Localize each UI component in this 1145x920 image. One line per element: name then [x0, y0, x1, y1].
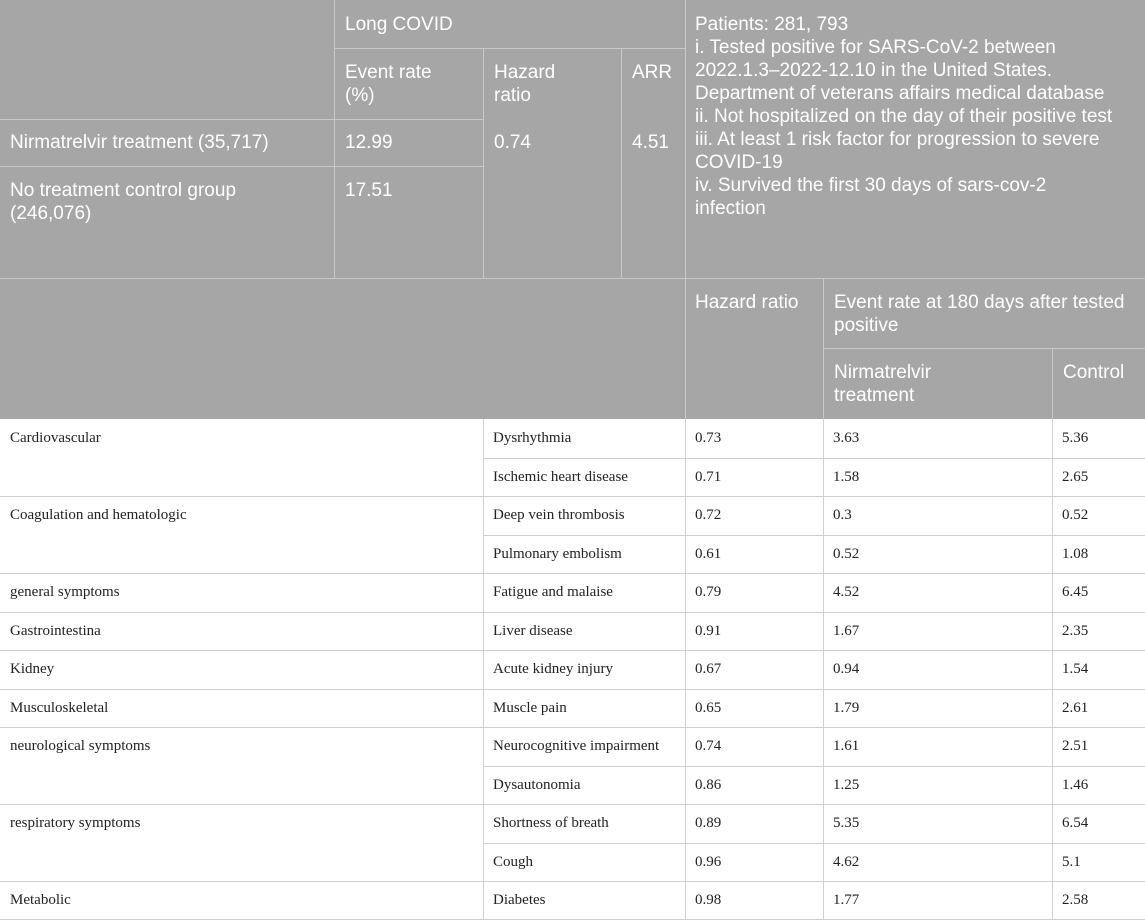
criteria-i: i. Tested positive for SARS-CoV-2 between 2022.1.3–2022-12.10 in the United States. Department of veterans affairs medical database [695, 37, 1105, 104]
outcome-cell: Acute kidney injury [493, 661, 613, 677]
criteria-patients: Patients: 281, 793 [695, 14, 849, 35]
nirmatrelvir-column-header: Nirmatrelvir treatment [834, 362, 932, 406]
hazard-ratio-cell: 0.67 [695, 661, 722, 677]
divider [483, 48, 484, 278]
category-cell: Cardiovascular [10, 430, 101, 446]
criteria-iii: iii. At least 1 risk factor for progression to severe COVID-19 [695, 129, 1100, 173]
divider [0, 727, 1145, 728]
category-cell: Metabolic [10, 892, 71, 908]
divider [0, 496, 1145, 497]
nirmatrelvir-rate-cell: 1.61 [833, 738, 860, 754]
outcome-cell: Cough [493, 853, 534, 870]
nirmatrelvir-rate-cell: 3.63 [833, 430, 860, 446]
outcome-cell: Dysautonomia [493, 776, 581, 793]
long-covid-header: Long COVID [345, 14, 453, 35]
outcome-cell: Dysrhythmia [493, 430, 572, 446]
hazard-ratio-cell: 0.98 [695, 892, 722, 908]
hazard-ratio-cell: 0.79 [695, 584, 722, 600]
nirmatrelvir-rate-cell: 1.67 [833, 622, 860, 639]
outcome-hazard-ratio-header: Hazard ratio [695, 292, 799, 313]
hazard-ratio-cell: 0.74 [695, 738, 722, 754]
control-rate-cell: 5.1 [1062, 853, 1081, 870]
control-event-rate: 17.51 [345, 180, 393, 201]
category-cell: neurological symptoms [10, 738, 151, 754]
category-cell: Gastrointestina [10, 622, 101, 639]
divider [0, 919, 1145, 920]
control-rate-cell: 2.35 [1062, 622, 1089, 639]
hazard-ratio-cell: 0.73 [695, 430, 722, 446]
divider [0, 166, 483, 167]
outcome-cell: Pulmonary embolism [493, 545, 622, 562]
outcome-cell: Ischemic heart disease [493, 468, 628, 485]
outcome-table [0, 419, 1145, 920]
control-rate-cell: 6.54 [1062, 815, 1089, 831]
control-row-label: No treatment control group (246,076) [10, 180, 237, 224]
nirmatrelvir-rate-cell: 4.52 [833, 584, 860, 600]
divider [1052, 348, 1053, 419]
divider [0, 881, 1145, 882]
hazard-ratio-cell: 0.72 [695, 507, 722, 523]
divider [621, 48, 622, 278]
criteria-ii: ii. Not hospitalized on the day of their positive test [695, 106, 1113, 127]
divider [334, 0, 335, 278]
control-rate-cell: 0.52 [1062, 507, 1089, 523]
control-rate-cell: 2.61 [1062, 699, 1089, 716]
category-cell: respiratory symptoms [10, 815, 141, 831]
event-rate-header: Event rate (%) [345, 62, 432, 106]
control-rate-cell: 1.08 [1062, 545, 1089, 562]
control-column-header: Control [1063, 362, 1125, 383]
control-rate-cell: 2.51 [1062, 738, 1089, 754]
arr-header: ARR [632, 62, 673, 83]
hazard-ratio-header: Hazard ratio [494, 62, 556, 106]
nirmatrelvir-rate-cell: 0.52 [833, 545, 860, 562]
divider [483, 843, 1145, 844]
nirmatrelvir-rate-cell: 0.94 [833, 661, 860, 677]
inclusion-criteria [695, 13, 1143, 220]
nirmatrelvir-rate-cell: 1.58 [833, 468, 860, 485]
outcome-cell: Neurocognitive impairment [493, 738, 660, 754]
criteria-iv: iv. Survived the first 30 days of sars-cov-2 infection [695, 175, 1047, 219]
category-cell: Kidney [10, 661, 55, 677]
control-rate-cell: 2.65 [1062, 468, 1089, 485]
control-rate-cell: 1.46 [1062, 776, 1089, 793]
hazard-ratio-cell: 0.61 [695, 545, 722, 562]
long-covid-arr: 4.51 [632, 132, 669, 153]
hazard-ratio-cell: 0.91 [695, 622, 722, 639]
nirmatrelvir-rate-cell: 1.79 [833, 699, 860, 716]
divider [483, 766, 1145, 767]
divider [823, 348, 1145, 349]
nirmatrelvir-event-rate: 12.99 [345, 132, 393, 153]
outcome-cell: Liver disease [493, 622, 573, 639]
hazard-ratio-cell: 0.86 [695, 776, 722, 793]
outcome-cell: Fatigue and malaise [493, 584, 613, 600]
outcome-cell: Shortness of breath [493, 815, 609, 831]
divider [0, 612, 1145, 613]
control-rate-cell: 6.45 [1062, 584, 1089, 600]
divider [0, 278, 1145, 279]
outcome-cell: Muscle pain [493, 699, 567, 716]
divider [0, 804, 1145, 805]
divider [685, 0, 686, 419]
nirmatrelvir-rate-cell: 5.35 [833, 815, 860, 831]
outcome-cell: Deep vein thrombosis [493, 507, 625, 523]
control-rate-cell: 5.36 [1062, 430, 1089, 446]
category-cell: general symptoms [10, 584, 120, 600]
divider [334, 48, 685, 49]
divider [0, 119, 483, 120]
divider [483, 458, 1145, 459]
divider [483, 535, 1145, 536]
outcome-cell: Diabetes [493, 892, 546, 908]
hazard-ratio-cell: 0.89 [695, 815, 722, 831]
nirmatrelvir-rate-cell: 4.62 [833, 853, 860, 870]
hazard-ratio-cell: 0.96 [695, 853, 722, 870]
divider [0, 689, 1145, 690]
divider [0, 650, 1145, 651]
nirmatrelvir-rate-cell: 1.77 [833, 892, 860, 908]
nirmatrelvir-rate-cell: 0.3 [833, 507, 852, 523]
nirmatrelvir-rate-cell: 1.25 [833, 776, 860, 793]
category-cell: Coagulation and hematologic [10, 507, 187, 523]
hazard-ratio-cell: 0.71 [695, 468, 722, 485]
control-rate-cell: 1.54 [1062, 661, 1089, 677]
long-covid-hazard-ratio: 0.74 [494, 132, 531, 153]
event-rate-180-header: Event rate at 180 days after tested positive [834, 292, 1125, 336]
category-cell: Musculoskeletal [10, 699, 109, 716]
nirmatrelvir-row-label: Nirmatrelvir treatment (35,717) [10, 132, 269, 153]
control-rate-cell: 2.58 [1062, 892, 1089, 908]
divider [0, 573, 1145, 574]
hazard-ratio-cell: 0.65 [695, 699, 722, 716]
